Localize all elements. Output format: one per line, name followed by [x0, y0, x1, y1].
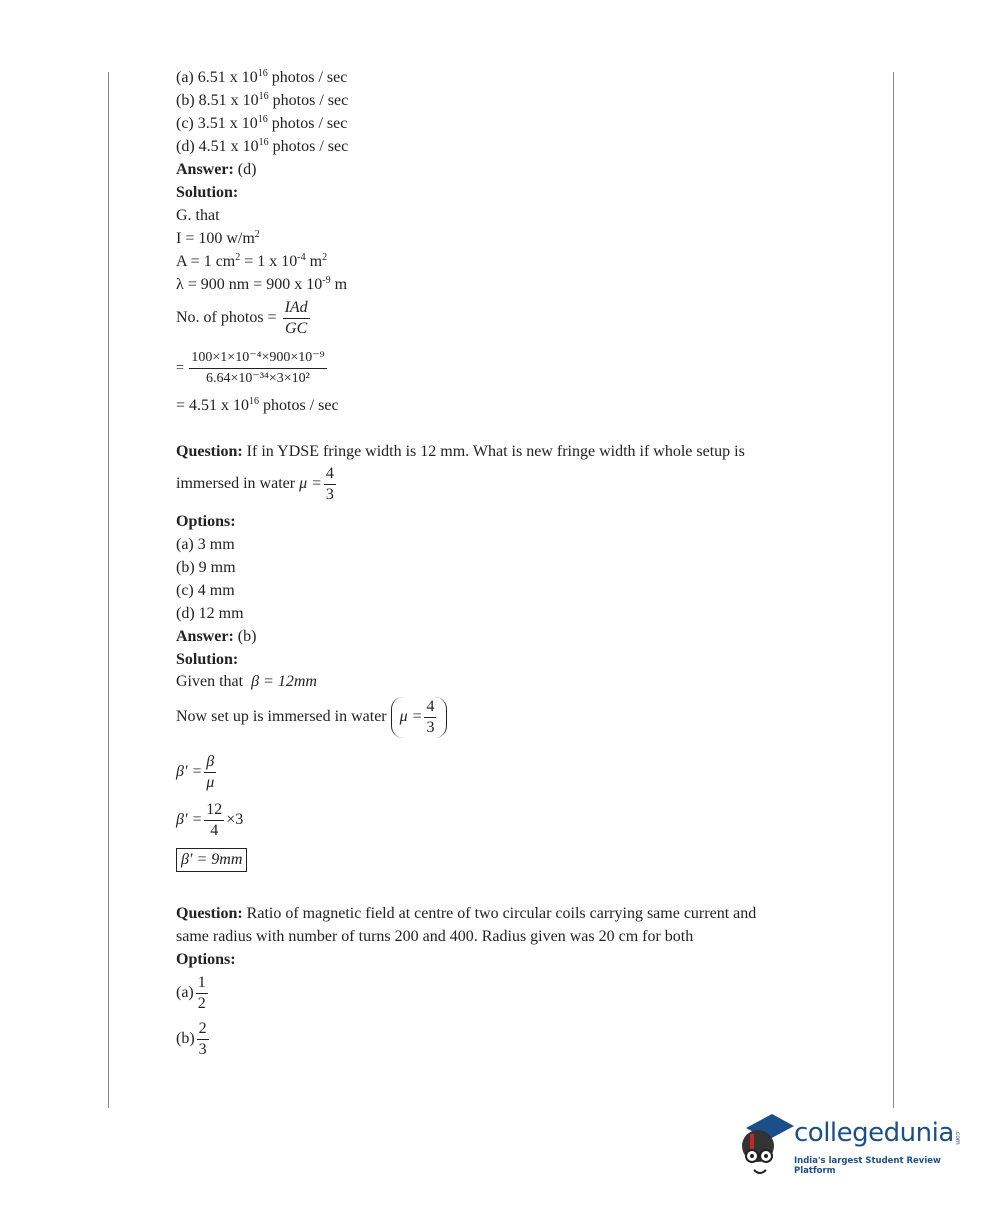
q2-step1: β′ = $\frac{\beta}{\mu}$ [176, 753, 215, 791]
q2-option-a: (a) 3 mm [176, 536, 235, 553]
q2-question-cont: immersed in water μ = $\frac{4}{3}$ [176, 465, 334, 503]
q2-final-answer: β′ = 9mm [176, 848, 247, 872]
parenthesis: μ = $\frac{4}{3}$ [391, 697, 448, 738]
q1-answer: Answer: (d) [176, 161, 257, 178]
page-border-right [893, 72, 894, 1108]
q1-calculation: = $\frac{\text{100×1×10⁻⁴×900×10⁻⁹}}{\text{6.64×10⁻³⁴×3×10²}}$ [176, 348, 329, 389]
q2-option-d: (d) 12 mm [176, 605, 244, 622]
q1-option-a: (a) 6.51 x $10^{16}$ photos / sec [176, 68, 348, 86]
q3-option-b: (b) $\frac{2}{3}$ [176, 1020, 207, 1058]
q2-setup: Now set up is immersed in water μ = $\frac{4}{3}$ [176, 697, 447, 738]
q3-question: Question: Ratio of magnetic field at centre of two circular coils carrying same current and [176, 905, 757, 922]
collegedunia-logo [736, 1110, 966, 1180]
q2-answer: Answer: (b) [176, 628, 257, 645]
fraction: $\frac{\text{100×1×10⁻⁴×900×10⁻⁹}}{\text{6.64×10⁻³⁴×3×10²}}$ [191, 350, 325, 386]
q2-solution-label: Solution: [176, 651, 239, 668]
q3-question-cont: same radius with number of turns 200 and 400. Radius given was 20 cm for both [176, 928, 694, 945]
q1-option-b: (b) 8.51 x $10^{16}$ photos / sec [176, 91, 349, 109]
q2-step2: β′ = $\frac{12}{4}$ ×3 [176, 801, 244, 839]
fraction: $\frac{2}{3}$ [198, 1020, 207, 1058]
fraction: $\frac{1}{2}$ [197, 974, 206, 1012]
fraction: $\frac{\beta}{\mu}$ [206, 753, 215, 791]
logo-wordmark: collegedunia [794, 1118, 954, 1148]
q2-option-c: (c) 4 mm [176, 582, 235, 599]
q2-given: Given that β = 12mm [176, 673, 317, 690]
q1-photos-formula: No. of photos = $\frac{\text{IAd}}{GC}$ [176, 299, 308, 337]
fraction: $\frac{\text{IAd}}{GC}$ [284, 299, 308, 337]
q1-result: = 4.51 x $10^{16}$ photos / sec [176, 396, 339, 414]
q1-given: G. that [176, 207, 220, 224]
q2-question: Question: If in YDSE fringe width is 12 mm. What is new fringe width if whole setup is [176, 443, 745, 460]
logo-com: .com [954, 1130, 961, 1145]
logo-tagline: India's largest Student Review Platform [794, 1156, 941, 1176]
q1-option-c: (c) 3.51 x $10^{16}$ photos / sec [176, 114, 348, 132]
fraction: $\frac{4}{3}$ [325, 465, 334, 503]
q1-area: A = 1 $cm^2 = 1$ x $10^{-4}$ $m^2$ [176, 252, 328, 270]
q2-options-label: Options: [176, 513, 236, 530]
q2-option-b: (b) 9 mm [176, 559, 236, 576]
q1-wavelength: λ = 900 nm = 900 x $10^{-9}$ m [176, 275, 348, 293]
fraction: $\frac{4}{3}$ [426, 698, 435, 736]
q1-intensity: I = 100 $w/m^2$ [176, 229, 260, 247]
q1-option-d: (d) 4.51 x $10^{16}$ photos / sec [176, 137, 349, 155]
q3-options-label: Options: [176, 951, 236, 968]
page-border-left [108, 72, 109, 1108]
fraction: $\frac{12}{4}$ [206, 801, 223, 839]
q1-solution-label: Solution: [176, 184, 239, 201]
mascot-icon [736, 1110, 794, 1180]
q3-option-a: (a) $\frac{1}{2}$ [176, 974, 206, 1012]
